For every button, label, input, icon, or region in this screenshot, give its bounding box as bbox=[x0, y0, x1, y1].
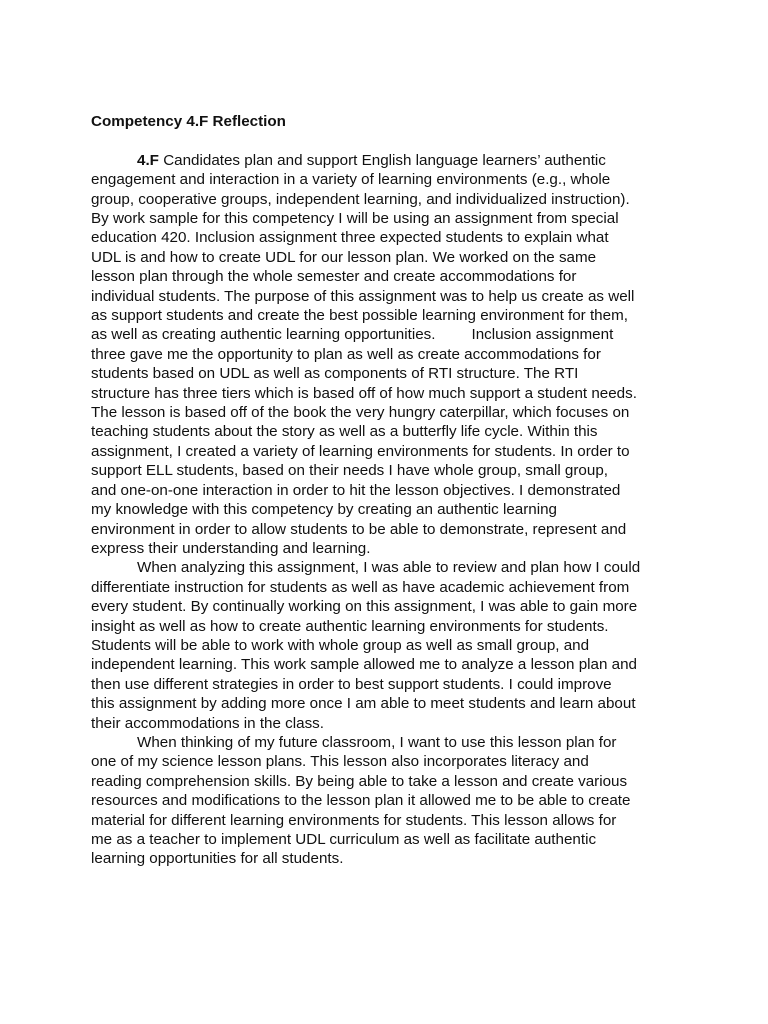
paragraph-line: individual students. The purpose of this assignment was to help us create as well bbox=[91, 287, 635, 305]
paragraph-line: one of my science lesson plans. This lesson also incorporates literacy and bbox=[91, 753, 589, 771]
paragraph-line: every student. By continually working on this assignment, I was able to gain more bbox=[91, 598, 638, 616]
blank-line bbox=[91, 131, 681, 150]
paragraph-line: express their understanding and learning. bbox=[91, 539, 371, 557]
paragraph-line: this assignment by adding more once I am able to meet students and learn about bbox=[91, 695, 636, 713]
paragraph-2 bbox=[91, 558, 681, 733]
paragraph-line: independent learning. This work sample allowed me to analyze a lesson plan and bbox=[91, 656, 637, 674]
paragraph-line: three gave me the opportunity to plan as well as create accommodations for bbox=[91, 345, 601, 363]
paragraph-line: structure has three tiers which is based off of how much support a student needs. bbox=[91, 384, 637, 402]
paragraph-line: as well as creating authentic learning opportunities. Inclusion assignment bbox=[91, 326, 614, 344]
paragraph-line: differentiate instruction for students as well as have academic achievement from bbox=[91, 578, 630, 596]
paragraph-line: support ELL students, based on their needs I have whole group, small group, bbox=[91, 462, 608, 480]
paragraph-3 bbox=[91, 733, 681, 869]
paragraph-line: Students will be able to work with whole group as well as small group, and bbox=[91, 636, 590, 654]
paragraph-line: assignment, I created a variety of learning environments for students. In order to bbox=[91, 442, 630, 460]
paragraph-line: reading comprehension skills. By being able to take a lesson and create various bbox=[91, 772, 628, 790]
paragraph-line: resources and modifications to the lesson plan it allowed me to be able to create bbox=[91, 792, 631, 810]
paragraph-line: By work sample for this competency I will be using an assignment from special bbox=[91, 210, 619, 228]
paragraph-line: engagement and interaction in a variety of learning environments (e.g., whole bbox=[91, 171, 611, 189]
paragraph-line: 4.F Candidates plan and support English language learners’ authentic bbox=[137, 151, 606, 169]
competency-code: 4.F bbox=[137, 151, 159, 169]
paragraph-line: When analyzing this assignment, I was able to review and plan how I could bbox=[137, 559, 641, 577]
paragraph-line: their accommodations in the class. bbox=[91, 714, 324, 732]
paragraph-line: The lesson is based off of the book the very hungry caterpillar, which focuses on bbox=[91, 404, 630, 422]
paragraph-line: insight as well as how to create authentic learning environments for students. bbox=[91, 617, 609, 635]
paragraph-line: group, cooperative groups, independent learning, and individualized instruction). bbox=[91, 190, 630, 208]
paragraph-line: education 420. Inclusion assignment three expected students to explain what bbox=[91, 229, 609, 247]
document-body bbox=[91, 112, 681, 869]
paragraph-line: my knowledge with this competency by creating an authentic learning bbox=[91, 501, 558, 519]
paragraph-line: and one-on-one interaction in order to hit the lesson objectives. I demonstrated bbox=[91, 481, 621, 499]
paragraph-line: me as a teacher to implement UDL curriculum as well as facilitate authentic bbox=[91, 831, 597, 849]
document-title: Competency 4.F Reflection bbox=[91, 113, 286, 130]
paragraph-line: material for different learning environments for students. This lesson allows for bbox=[91, 811, 617, 829]
paragraph-line: When thinking of my future classroom, I want to use this lesson plan for bbox=[137, 733, 617, 751]
paragraph-line: students based on UDL as well as components of RTI structure. The RTI bbox=[91, 365, 579, 383]
paragraph-1 bbox=[91, 151, 681, 559]
paragraph-line: learning opportunities for all students. bbox=[91, 850, 344, 868]
paragraph-line: UDL is and how to create UDL for our lesson plan. We worked on the same bbox=[91, 248, 597, 266]
paragraph-line: then use different strategies in order to best support students. I could improve bbox=[91, 675, 612, 693]
paragraph-line: teaching students about the story as well as a butterfly life cycle. Within this bbox=[91, 423, 598, 441]
paragraph-line: environment in order to allow students to be able to demonstrate, represent and bbox=[91, 520, 627, 538]
paragraph-line: lesson plan through the whole semester and create accommodations for bbox=[91, 268, 577, 286]
paragraph-line: as support students and create the best possible learning environment for them, bbox=[91, 307, 628, 325]
